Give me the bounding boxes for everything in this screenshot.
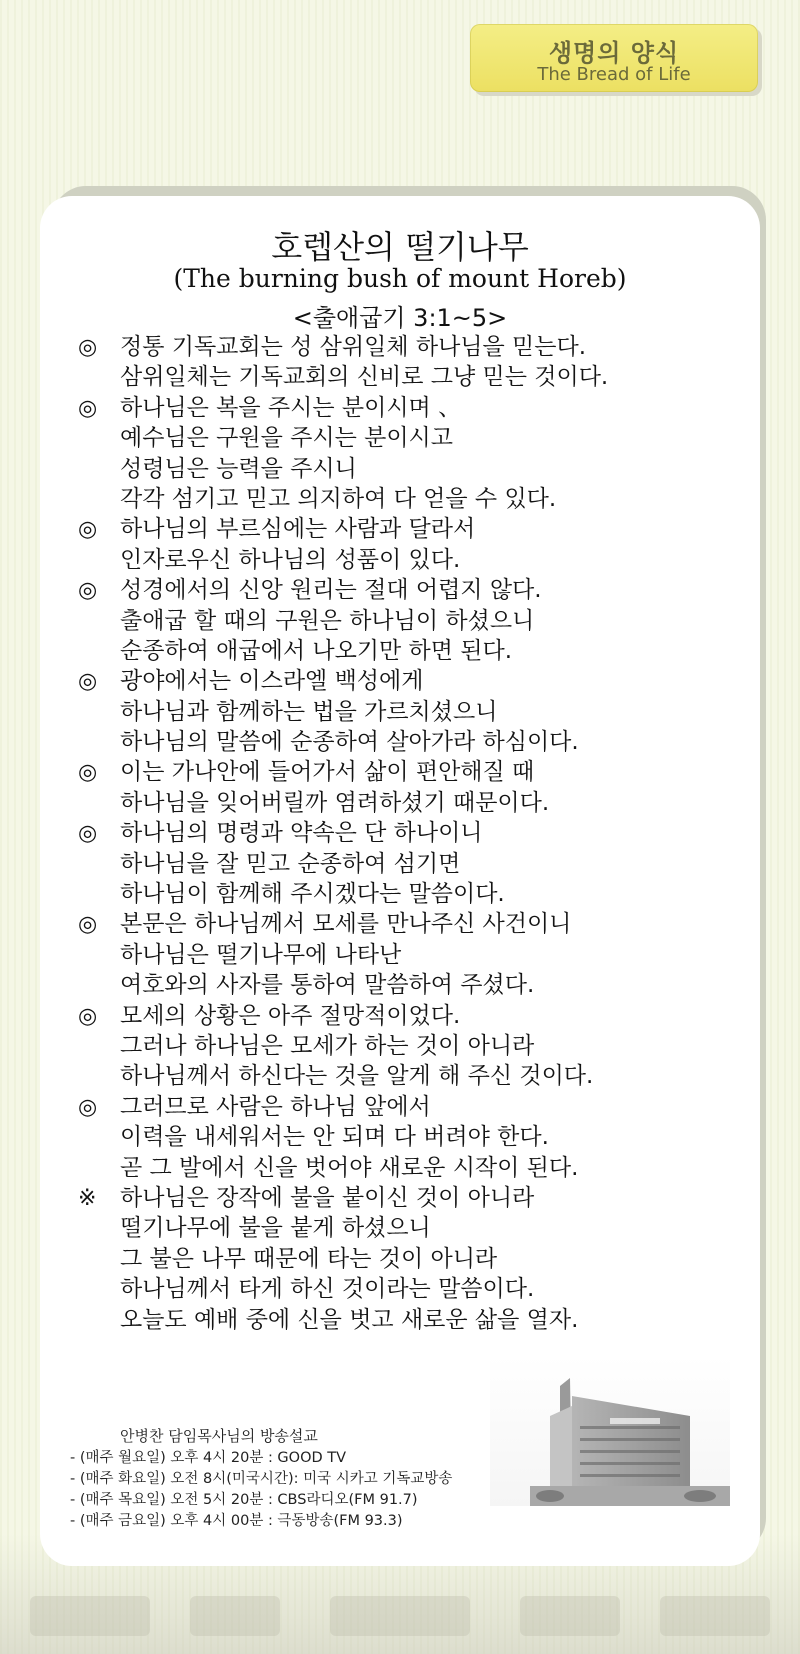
paragraph-line-text: 성경에서의 신앙 원리는 절대 어렵지 않다. — [120, 577, 542, 604]
paragraph-line: 인자로우신 하나님의 성품이 있다. — [120, 546, 461, 573]
paragraph-line: 출애굽 할 때의 구원은 하나님이 하셨으니 — [120, 607, 535, 634]
paragraph-first-line — [78, 514, 748, 544]
paragraph-first-line — [78, 1092, 748, 1122]
paragraph-line-text: 모세의 상황은 아주 절망적이었다. — [120, 1002, 461, 1029]
broadcast-heading: 안병찬 담임목사님의 방송설교 — [120, 1427, 318, 1445]
paragraph-line: 하나님께서 타게 하신 것이라는 말씀이다. — [120, 1276, 535, 1303]
paragraph-line-text: 하나님은 장작에 불을 붙이신 것이 아니라 — [120, 1184, 535, 1211]
paragraph-first-line — [78, 393, 748, 423]
scripture-reference: <출애굽기 3:1~5> — [292, 304, 508, 332]
paragraph-line-text: 하나님의 명령과 약속은 단 하나이니 — [120, 820, 483, 847]
paragraph-line: 떨기나무에 불을 붙게 하셨으니 — [120, 1215, 431, 1242]
paragraph-line: 하나님께서 하신다는 것을 알게 해 주신 것이다. — [120, 1063, 594, 1090]
paragraph-line: 그러나 하나님은 모세가 하는 것이 아니라 — [120, 1032, 535, 1059]
paragraph-line-text: 하나님의 부르심에는 사람과 달라서 — [120, 516, 476, 543]
paragraph-line: 하나님의 말씀에 순종하여 살아가라 하심이다. — [120, 729, 579, 756]
church-building-image — [490, 1356, 730, 1506]
double-circle-bullet-icon: ◎ — [78, 335, 98, 360]
paragraph-first-line — [78, 757, 748, 787]
section-tag-korean: 생명의 양식 — [548, 39, 680, 67]
double-circle-bullet-icon: ◎ — [78, 1003, 98, 1029]
paragraph-line: 하나님을 잘 믿고 순종하여 섬기면 — [120, 850, 461, 877]
paragraph-line: 곧 그 발에서 신을 벗어야 새로운 시작이 된다. — [120, 1154, 579, 1181]
paragraph-line-text: 광야에서는 이스라엘 백성에게 — [120, 668, 424, 695]
paragraph-line: 삼위일체는 기독교회의 신비로 그냥 믿는 것이다. — [120, 364, 609, 391]
double-circle-bullet-icon: ◎ — [78, 517, 98, 543]
paragraph-line: 하나님은 떨기나무에 나타난 — [120, 941, 402, 968]
broadcast-line: - (매주 목요일) 오전 5시 20분 : CBS라디오(FM 91.7) — [70, 1492, 418, 1508]
paragraph-line: 이력을 내세워서는 안 되며 다 버려야 한다. — [120, 1124, 549, 1151]
paragraph-first-line — [78, 1183, 748, 1213]
paragraph-first-line — [78, 909, 748, 939]
section-tag — [470, 24, 758, 92]
double-circle-bullet-icon: ◎ — [78, 1094, 98, 1120]
double-circle-bullet-icon: ◎ — [78, 669, 98, 695]
section-tag-english: The Bread of Life — [537, 64, 691, 85]
paragraph-line-text: 하나님은 복을 주시는 분이시며 、 — [120, 394, 462, 421]
paragraph-line: 여호와의 사자를 통하여 말씀하여 주셨다. — [120, 972, 535, 999]
paragraph-line: 하나님이 함께해 주시겠다는 말씀이다. — [120, 881, 505, 908]
sermon-card — [40, 196, 760, 1566]
double-circle-bullet-icon: ◎ — [78, 760, 98, 786]
sermon-title: 호렙산의 떨기나무 — [271, 228, 529, 266]
double-circle-bullet-icon: ◎ — [78, 395, 98, 421]
broadcast-line: - (매주 금요일) 오후 4시 00분 : 극동방송(FM 93.3) — [70, 1513, 403, 1529]
paragraph-line-text: 정통 기독교회는 성 삼위일체 하나님을 믿는다. — [120, 334, 587, 360]
paragraph-first-line — [78, 332, 748, 362]
paragraph-first-line — [78, 666, 748, 696]
paragraph-line: 하나님을 잊어버릴까 염려하셨기 때문이다. — [120, 789, 550, 816]
broadcast-line: - (매주 화요일) 오전 8시(미국시간): 미국 시카고 기독교방송 — [70, 1471, 453, 1487]
paragraph-line: 그 불은 나무 때문에 타는 것이 아니라 — [120, 1245, 498, 1272]
paragraph-first-line — [78, 575, 748, 605]
paragraph-line: 각각 섬기고 믿고 의지하여 다 얻을 수 있다. — [120, 485, 557, 512]
reference-mark-icon: ※ — [78, 1185, 97, 1211]
paragraph-line: 성령님은 능력을 주시니 — [120, 455, 357, 482]
paragraph-line: 순종하여 애굽에서 나오기만 하면 된다. — [120, 637, 513, 664]
paragraph-line-text: 본문은 하나님께서 모세를 만나주신 사건이니 — [120, 911, 572, 938]
paragraph-line: 예수님은 구원을 주시는 분이시고 — [120, 425, 453, 452]
paragraph-first-line — [78, 818, 748, 848]
paragraph-line-text: 이는 가나안에 들어가서 삶이 편안해질 때 — [120, 759, 535, 786]
sermon-body — [78, 332, 748, 1335]
paragraph-first-line — [78, 1001, 748, 1031]
sermon-subtitle: (The burning bush of mount Horeb) — [173, 264, 627, 293]
broadcast-line: - (매주 월요일) 오후 4시 20분 : GOOD TV — [70, 1450, 347, 1466]
double-circle-bullet-icon: ◎ — [78, 821, 98, 847]
paragraph-line: 하나님과 함께하는 법을 가르치셨으니 — [120, 698, 498, 725]
double-circle-bullet-icon: ◎ — [78, 578, 98, 604]
paragraph-line: 오늘도 예배 중에 신을 벗고 새로운 삶을 열자. — [120, 1306, 579, 1333]
double-circle-bullet-icon: ◎ — [78, 912, 98, 938]
paragraph-line-text: 그러므로 사람은 하나님 앞에서 — [120, 1093, 431, 1120]
